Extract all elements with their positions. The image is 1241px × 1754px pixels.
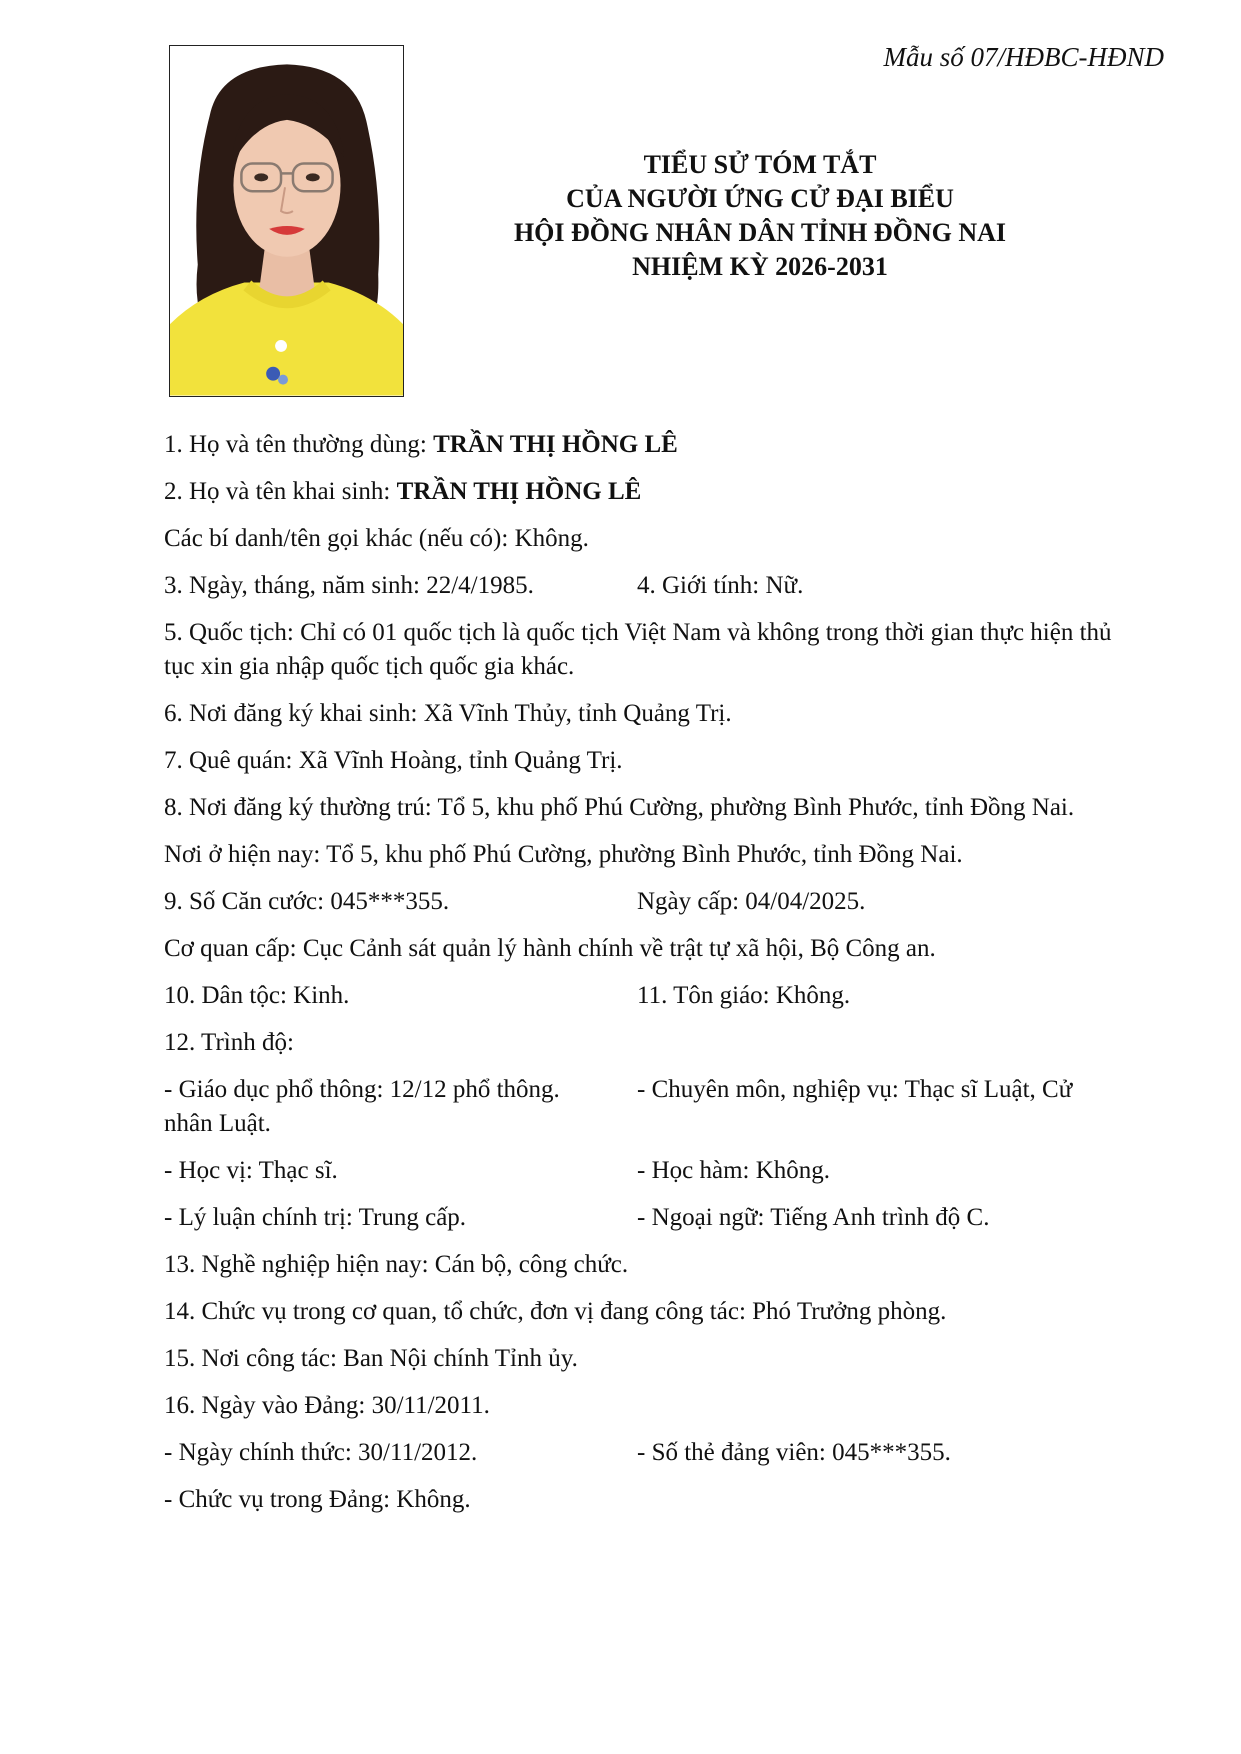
party-row bbox=[164, 1436, 1114, 1470]
document-title bbox=[440, 148, 1080, 284]
nationality-line: 5. Quốc tịch: Chỉ có 01 quốc tịch là quốc tịch Việt Nam và không trong thời gian thực hiện thủ tục xin gia nhập quốc tịch quốc gia khác. bbox=[164, 619, 1112, 680]
ethnicity-line: 10. Dân tộc: Kinh. bbox=[164, 982, 350, 1009]
candidate-photo bbox=[169, 45, 404, 397]
ethnicity-religion-row bbox=[164, 979, 1114, 1013]
birth-name-value: TRẦN THỊ HỒNG LÊ bbox=[396, 478, 642, 505]
political-theory-line: - Lý luận chính trị: Trung cấp. bbox=[164, 1204, 467, 1231]
foreign-language-line: - Ngoại ngữ: Tiếng Anh trình độ C. bbox=[637, 1204, 990, 1231]
party-official-date-line: - Ngày chính thức: 30/11/2012. bbox=[164, 1439, 478, 1466]
permanent-residence-line: 8. Nơi đăng ký thường trú: Tổ 5, khu phố Phú Cường, phường Bình Phước, tỉnh Đồng Nai. bbox=[164, 794, 1075, 821]
common-name-label: 1. Họ và tên thường dùng: bbox=[164, 431, 434, 458]
theory-language-row bbox=[164, 1201, 1114, 1235]
specialty-line: - Chuyên môn, nghiệp vụ: Thạc sĩ Luật, Cử nhân Luật. bbox=[164, 1076, 1073, 1137]
education-heading: 12. Trình độ: bbox=[164, 1029, 294, 1056]
party-join-date-line: 16. Ngày vào Đảng: 30/11/2011. bbox=[164, 1392, 490, 1419]
biography-content bbox=[164, 428, 1114, 1530]
aliases-line: Các bí danh/tên gọi khác (nếu có): Không. bbox=[164, 525, 589, 552]
hometown-line: 7. Quê quán: Xã Vĩnh Hoàng, tỉnh Quảng Trị. bbox=[164, 747, 623, 774]
education-specialty-row bbox=[164, 1073, 1114, 1141]
religion-line: 11. Tôn giáo: Không. bbox=[637, 982, 851, 1009]
portrait-illustration bbox=[170, 46, 403, 396]
title-line-1: TIỂU SỬ TÓM TẮT bbox=[643, 150, 877, 179]
issuing-agency-line: Cơ quan cấp: Cục Cảnh sát quản lý hành chính về trật tự xã hội, Bộ Công an. bbox=[164, 935, 936, 962]
id-number-line: 9. Số Căn cước: 045***355. bbox=[164, 888, 450, 915]
current-residence-line: Nơi ở hiện nay: Tổ 5, khu phố Phú Cường, phường Bình Phước, tỉnh Đồng Nai. bbox=[164, 841, 963, 868]
gender-line: 4. Giới tính: Nữ. bbox=[637, 572, 804, 599]
common-name-value: TRẦN THỊ HỒNG LÊ bbox=[433, 431, 678, 458]
workplace-line: 15. Nơi công tác: Ban Nội chính Tỉnh ủy. bbox=[164, 1345, 578, 1372]
birth-name-line bbox=[164, 475, 1114, 509]
title-line-3: HỘI ĐỒNG NHÂN DÂN TỈNH ĐỒNG NAI bbox=[513, 218, 1007, 247]
degree-line: - Học vị: Thạc sĩ. bbox=[164, 1157, 338, 1184]
form-number: Mẫu số 07/HĐBC-HĐND bbox=[883, 42, 1164, 72]
common-name-line bbox=[164, 428, 1114, 462]
issue-date-line: Ngày cấp: 04/04/2025. bbox=[637, 888, 866, 915]
title-line-2: CỦA NGƯỜI ỨNG CỬ ĐẠI BIỂU bbox=[566, 184, 954, 213]
title-line-4: NHIỆM KỲ 2026-2031 bbox=[632, 252, 888, 281]
birth-registration-line: 6. Nơi đăng ký khai sinh: Xã Vĩnh Thủy, tỉnh Quảng Trị. bbox=[164, 700, 732, 727]
birth-name-label: 2. Họ và tên khai sinh: bbox=[164, 478, 397, 505]
occupation-line: 13. Nghề nghiệp hiện nay: Cán bộ, công chức. bbox=[164, 1251, 629, 1278]
degree-row bbox=[164, 1154, 1114, 1188]
general-education-line: - Giáo dục phổ thông: 12/12 phổ thông. bbox=[164, 1076, 560, 1103]
id-row bbox=[164, 885, 1114, 919]
party-card-line: - Số thẻ đảng viên: 045***355. bbox=[637, 1439, 951, 1466]
party-position-line: - Chức vụ trong Đảng: Không. bbox=[164, 1486, 471, 1513]
dob-gender-row bbox=[164, 569, 1114, 603]
position-line: 14. Chức vụ trong cơ quan, tổ chức, đơn vị đang công tác: Phó Trưởng phòng. bbox=[164, 1298, 947, 1325]
dob-line: 3. Ngày, tháng, năm sinh: 22/4/1985. bbox=[164, 572, 534, 599]
academic-title-line: - Học hàm: Không. bbox=[637, 1157, 831, 1184]
